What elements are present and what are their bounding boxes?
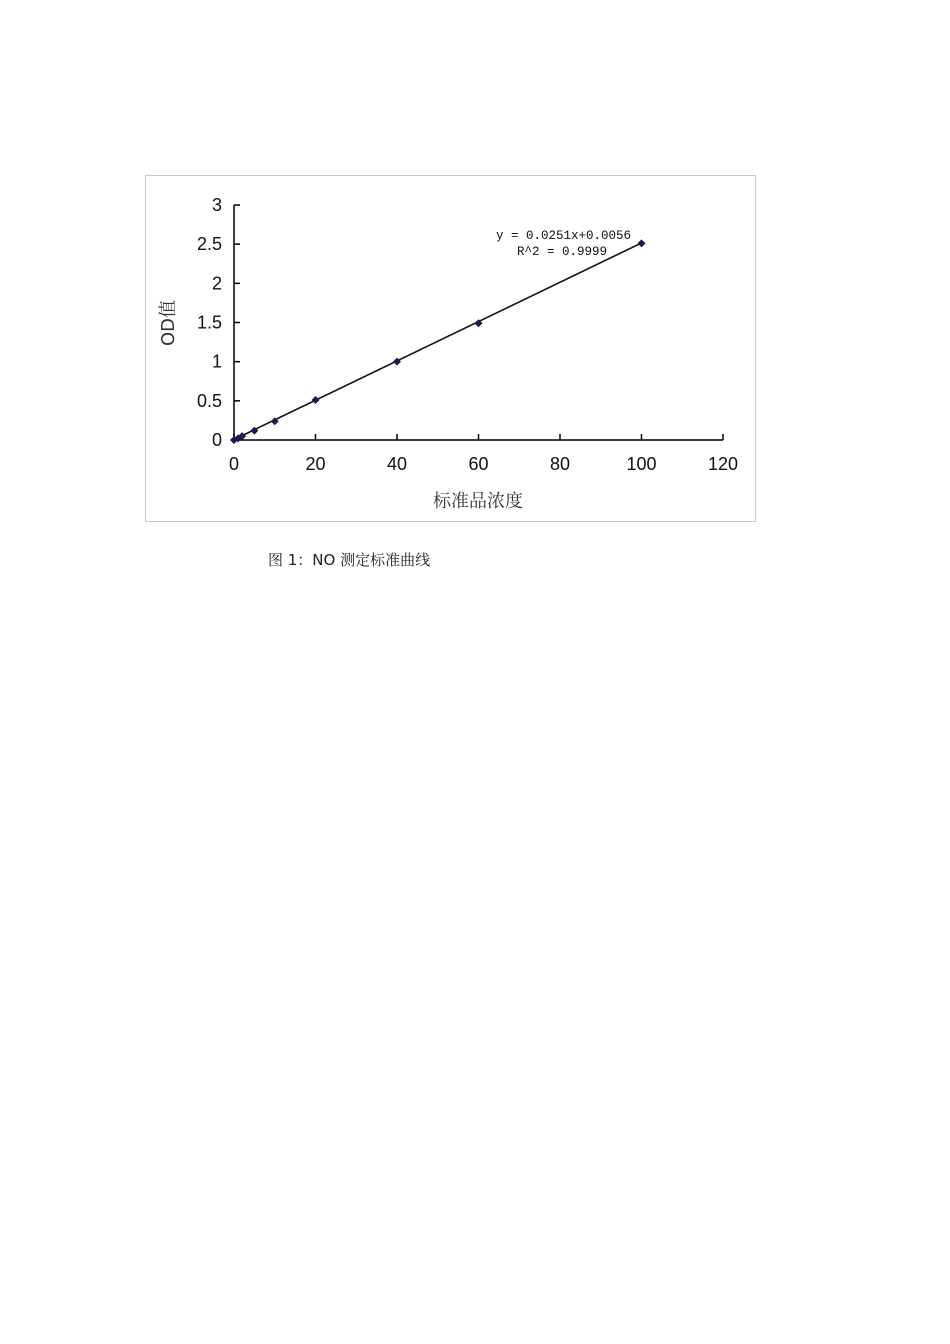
data-point bbox=[312, 396, 320, 404]
x-axis bbox=[229, 434, 738, 474]
y-tick-label: 2.5 bbox=[196, 234, 222, 255]
equation-line-1: y = 0.0251x+0.0056 bbox=[496, 229, 632, 243]
data-point bbox=[638, 239, 646, 247]
x-tick-label: 100 bbox=[626, 454, 657, 474]
x-tick-label: 0 bbox=[228, 454, 240, 474]
y-tick-label: 2 bbox=[211, 273, 222, 294]
x-tick-label: 60 bbox=[468, 454, 489, 474]
figure-caption: 图 1：NO 测定标准曲线 bbox=[268, 551, 431, 569]
x-tick-label: 80 bbox=[549, 454, 571, 474]
trendline bbox=[234, 243, 642, 440]
equation-line-2: R^2 = 0.9999 bbox=[517, 245, 608, 259]
x-tick-label: 40 bbox=[386, 454, 408, 474]
y-axis bbox=[197, 195, 240, 450]
x-tick-label: 120 bbox=[707, 454, 739, 474]
y-tick-label: 1.5 bbox=[196, 312, 222, 333]
plot-area bbox=[230, 239, 646, 444]
chart-svg bbox=[146, 176, 757, 523]
chart-frame bbox=[145, 175, 756, 522]
y-tick-label: 1 bbox=[211, 351, 222, 372]
x-axis-title: 标准品浓度 bbox=[433, 491, 523, 512]
y-tick-label: 0 bbox=[211, 430, 222, 450]
y-axis-title: OD值 bbox=[158, 299, 179, 347]
x-tick-label: 20 bbox=[305, 454, 326, 474]
y-tick-label: 3 bbox=[211, 195, 222, 215]
y-tick-label: 0.5 bbox=[196, 390, 222, 411]
